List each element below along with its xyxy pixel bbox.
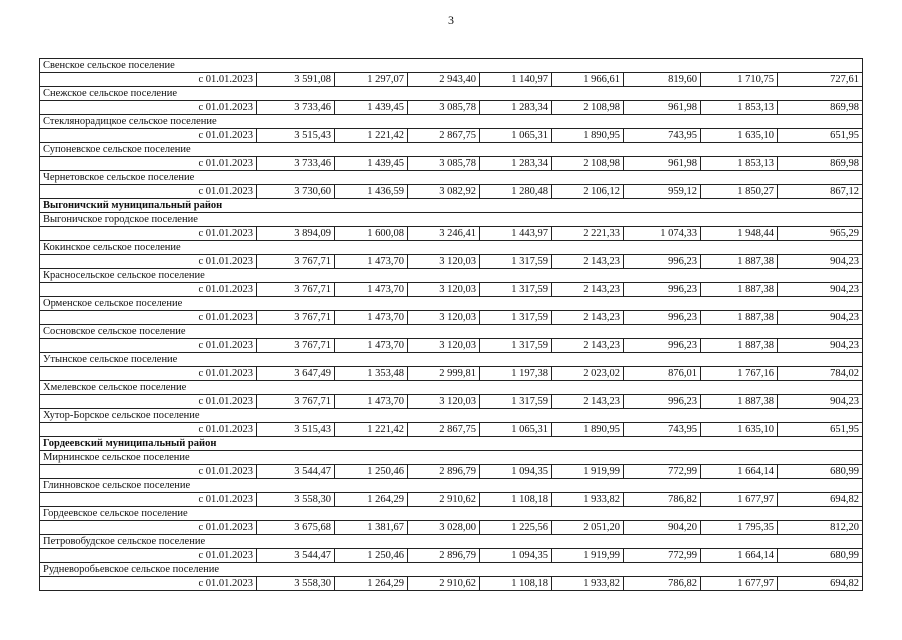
value-cell: 3 558,30 — [257, 577, 335, 591]
value-cell: 2 867,75 — [408, 129, 480, 143]
value-cell: 1 250,46 — [335, 549, 408, 563]
value-cell: 1 600,08 — [335, 227, 408, 241]
value-cell: 1 094,35 — [480, 465, 552, 479]
value-cell: 3 246,41 — [408, 227, 480, 241]
value-cell: 876,01 — [624, 367, 701, 381]
value-cell: 1 439,45 — [335, 101, 408, 115]
value-cell: 1 887,38 — [701, 283, 778, 297]
value-cell: 3 120,03 — [408, 255, 480, 269]
value-cell: 2 023,02 — [552, 367, 624, 381]
value-cell: 3 544,47 — [257, 549, 335, 563]
date-cell: с 01.01.2023 — [40, 549, 257, 563]
value-cell: 1 473,70 — [335, 255, 408, 269]
value-cell: 3 120,03 — [408, 339, 480, 353]
value-cell: 1 280,48 — [480, 185, 552, 199]
district-header-row — [40, 199, 863, 213]
value-cell: 3 515,43 — [257, 129, 335, 143]
date-cell: с 01.01.2023 — [40, 311, 257, 325]
settlement-name: Орменское сельское поселение — [40, 297, 863, 311]
value-cell: 1 890,95 — [552, 423, 624, 437]
settlement-name: Красносельское сельское поселение — [40, 269, 863, 283]
value-cell: 1 283,34 — [480, 101, 552, 115]
value-cell: 3 544,47 — [257, 465, 335, 479]
value-cell: 996,23 — [624, 311, 701, 325]
value-cell: 904,23 — [778, 339, 863, 353]
value-cell: 1 966,61 — [552, 73, 624, 87]
value-cell: 3 082,92 — [408, 185, 480, 199]
table-row — [40, 521, 863, 535]
value-cell: 1 710,75 — [701, 73, 778, 87]
value-cell: 904,23 — [778, 395, 863, 409]
value-cell: 1 140,97 — [480, 73, 552, 87]
settlement-row — [40, 59, 863, 73]
date-cell: с 01.01.2023 — [40, 101, 257, 115]
value-cell: 1 933,82 — [552, 493, 624, 507]
value-cell: 904,23 — [778, 255, 863, 269]
table-row — [40, 129, 863, 143]
value-cell: 3 515,43 — [257, 423, 335, 437]
date-cell: с 01.01.2023 — [40, 283, 257, 297]
table-row — [40, 339, 863, 353]
value-cell: 996,23 — [624, 395, 701, 409]
date-cell: с 01.01.2023 — [40, 129, 257, 143]
table-row — [40, 185, 863, 199]
value-cell: 3 894,09 — [257, 227, 335, 241]
value-cell: 2 143,23 — [552, 339, 624, 353]
settlement-name: Хмелевское сельское поселение — [40, 381, 863, 395]
value-cell: 1 094,35 — [480, 549, 552, 563]
value-cell: 2 221,33 — [552, 227, 624, 241]
settlement-row — [40, 115, 863, 129]
settlement-name: Стеклянорадицкое сельское поселение — [40, 115, 863, 129]
tariff-table — [39, 58, 863, 591]
table-row — [40, 395, 863, 409]
value-cell: 3 767,71 — [257, 395, 335, 409]
value-cell: 3 120,03 — [408, 311, 480, 325]
value-cell: 1 677,97 — [701, 577, 778, 591]
value-cell: 1 317,59 — [480, 395, 552, 409]
date-cell: с 01.01.2023 — [40, 73, 257, 87]
table-row — [40, 255, 863, 269]
value-cell: 1 473,70 — [335, 339, 408, 353]
settlement-row — [40, 171, 863, 185]
value-cell: 2 867,75 — [408, 423, 480, 437]
value-cell: 959,12 — [624, 185, 701, 199]
value-cell: 2 896,79 — [408, 465, 480, 479]
value-cell: 3 085,78 — [408, 157, 480, 171]
date-cell: с 01.01.2023 — [40, 521, 257, 535]
settlement-name: Гордеевское сельское поселение — [40, 507, 863, 521]
district-name: Выгоничский муниципальный район — [40, 199, 863, 213]
value-cell: 904,23 — [778, 283, 863, 297]
value-cell: 1 065,31 — [480, 423, 552, 437]
value-cell: 1 677,97 — [701, 493, 778, 507]
table-row — [40, 227, 863, 241]
value-cell: 2 143,23 — [552, 255, 624, 269]
value-cell: 1 767,16 — [701, 367, 778, 381]
table-body — [40, 59, 863, 591]
value-cell: 1 250,46 — [335, 465, 408, 479]
value-cell: 1 317,59 — [480, 339, 552, 353]
date-cell: с 01.01.2023 — [40, 185, 257, 199]
settlement-row — [40, 297, 863, 311]
value-cell: 1 635,10 — [701, 423, 778, 437]
value-cell: 772,99 — [624, 549, 701, 563]
settlement-name: Рудневоробьевское сельское поселение — [40, 563, 863, 577]
settlement-row — [40, 241, 863, 255]
value-cell: 3 120,03 — [408, 283, 480, 297]
settlement-row — [40, 325, 863, 339]
settlement-name: Мирнинское сельское поселение — [40, 451, 863, 465]
value-cell: 1 887,38 — [701, 311, 778, 325]
value-cell: 786,82 — [624, 493, 701, 507]
value-cell: 2 143,23 — [552, 283, 624, 297]
value-cell: 1 439,45 — [335, 157, 408, 171]
value-cell: 1 221,42 — [335, 129, 408, 143]
value-cell: 2 143,23 — [552, 395, 624, 409]
value-cell: 996,23 — [624, 255, 701, 269]
value-cell: 3 647,49 — [257, 367, 335, 381]
date-cell: с 01.01.2023 — [40, 157, 257, 171]
date-cell: с 01.01.2023 — [40, 465, 257, 479]
value-cell: 772,99 — [624, 465, 701, 479]
value-cell: 1 283,34 — [480, 157, 552, 171]
value-cell: 3 085,78 — [408, 101, 480, 115]
table-row — [40, 423, 863, 437]
value-cell: 3 730,60 — [257, 185, 335, 199]
table-row — [40, 311, 863, 325]
value-cell: 2 106,12 — [552, 185, 624, 199]
table-row — [40, 283, 863, 297]
value-cell: 3 767,71 — [257, 339, 335, 353]
value-cell: 1 635,10 — [701, 129, 778, 143]
settlement-name: Петровобудское сельское поселение — [40, 535, 863, 549]
value-cell: 2 108,98 — [552, 157, 624, 171]
settlement-row — [40, 353, 863, 367]
value-cell: 651,95 — [778, 129, 863, 143]
value-cell: 904,23 — [778, 311, 863, 325]
value-cell: 904,20 — [624, 521, 701, 535]
settlement-name: Выгоничское городское поселение — [40, 213, 863, 227]
value-cell: 961,98 — [624, 157, 701, 171]
settlement-name: Чернетовское сельское поселение — [40, 171, 863, 185]
value-cell: 1 317,59 — [480, 283, 552, 297]
table-row — [40, 73, 863, 87]
value-cell: 743,95 — [624, 129, 701, 143]
settlement-row — [40, 213, 863, 227]
value-cell: 1 473,70 — [335, 311, 408, 325]
value-cell: 1 850,27 — [701, 185, 778, 199]
settlement-name: Хутор-Борское сельское поселение — [40, 409, 863, 423]
value-cell: 1 853,13 — [701, 157, 778, 171]
value-cell: 727,61 — [778, 73, 863, 87]
settlement-name: Кокинское сельское поселение — [40, 241, 863, 255]
settlement-row — [40, 381, 863, 395]
table-row — [40, 577, 863, 591]
value-cell: 3 767,71 — [257, 283, 335, 297]
value-cell: 1 664,14 — [701, 465, 778, 479]
date-cell: с 01.01.2023 — [40, 577, 257, 591]
settlement-name: Глинновское сельское поселение — [40, 479, 863, 493]
date-cell: с 01.01.2023 — [40, 423, 257, 437]
value-cell: 961,98 — [624, 101, 701, 115]
value-cell: 3 767,71 — [257, 311, 335, 325]
value-cell: 1 795,35 — [701, 521, 778, 535]
value-cell: 1 933,82 — [552, 577, 624, 591]
value-cell: 1 473,70 — [335, 395, 408, 409]
value-cell: 1 297,07 — [335, 73, 408, 87]
value-cell: 3 558,30 — [257, 493, 335, 507]
value-cell: 1 065,31 — [480, 129, 552, 143]
value-cell: 651,95 — [778, 423, 863, 437]
value-cell: 996,23 — [624, 283, 701, 297]
value-cell: 1 919,99 — [552, 465, 624, 479]
settlement-name: Супоневское сельское поселение — [40, 143, 863, 157]
value-cell: 1 074,33 — [624, 227, 701, 241]
value-cell: 1 443,97 — [480, 227, 552, 241]
value-cell: 680,99 — [778, 465, 863, 479]
value-cell: 694,82 — [778, 577, 863, 591]
value-cell: 3 733,46 — [257, 101, 335, 115]
value-cell: 1 853,13 — [701, 101, 778, 115]
date-cell: с 01.01.2023 — [40, 493, 257, 507]
value-cell: 743,95 — [624, 423, 701, 437]
value-cell: 869,98 — [778, 157, 863, 171]
value-cell: 1 317,59 — [480, 255, 552, 269]
value-cell: 3 733,46 — [257, 157, 335, 171]
date-cell: с 01.01.2023 — [40, 255, 257, 269]
value-cell: 1 317,59 — [480, 311, 552, 325]
value-cell: 812,20 — [778, 521, 863, 535]
value-cell: 2 910,62 — [408, 577, 480, 591]
value-cell: 3 591,08 — [257, 73, 335, 87]
table-row — [40, 367, 863, 381]
table-row — [40, 157, 863, 171]
value-cell: 3 028,00 — [408, 521, 480, 535]
value-cell: 867,12 — [778, 185, 863, 199]
settlement-row — [40, 535, 863, 549]
value-cell: 1 264,29 — [335, 493, 408, 507]
settlement-name: Свенское сельское поселение — [40, 59, 863, 73]
value-cell: 1 473,70 — [335, 283, 408, 297]
value-cell: 2 896,79 — [408, 549, 480, 563]
value-cell: 1 353,48 — [335, 367, 408, 381]
date-cell: с 01.01.2023 — [40, 367, 257, 381]
value-cell: 3 767,71 — [257, 255, 335, 269]
table-row — [40, 549, 863, 563]
date-cell: с 01.01.2023 — [40, 339, 257, 353]
value-cell: 2 143,23 — [552, 311, 624, 325]
district-name: Гордеевский муниципальный район — [40, 437, 863, 451]
value-cell: 1 381,67 — [335, 521, 408, 535]
value-cell: 2 999,81 — [408, 367, 480, 381]
settlement-row — [40, 269, 863, 283]
settlement-row — [40, 87, 863, 101]
value-cell: 1 108,18 — [480, 577, 552, 591]
settlement-row — [40, 479, 863, 493]
table-row — [40, 465, 863, 479]
date-cell: с 01.01.2023 — [40, 227, 257, 241]
value-cell: 2 051,20 — [552, 521, 624, 535]
value-cell: 1 664,14 — [701, 549, 778, 563]
settlement-row — [40, 563, 863, 577]
value-cell: 1 221,42 — [335, 423, 408, 437]
value-cell: 1 919,99 — [552, 549, 624, 563]
page-number: 3 — [448, 13, 454, 27]
value-cell: 694,82 — [778, 493, 863, 507]
value-cell: 680,99 — [778, 549, 863, 563]
settlement-row — [40, 409, 863, 423]
value-cell: 819,60 — [624, 73, 701, 87]
settlement-name: Сосновское сельское поселение — [40, 325, 863, 339]
value-cell: 1 225,56 — [480, 521, 552, 535]
value-cell: 1 436,59 — [335, 185, 408, 199]
value-cell: 2 910,62 — [408, 493, 480, 507]
table-row — [40, 493, 863, 507]
settlement-row — [40, 451, 863, 465]
settlement-name: Утынское сельское поселение — [40, 353, 863, 367]
value-cell: 3 120,03 — [408, 395, 480, 409]
value-cell: 784,02 — [778, 367, 863, 381]
value-cell: 1 890,95 — [552, 129, 624, 143]
value-cell: 2 943,40 — [408, 73, 480, 87]
value-cell: 1 108,18 — [480, 493, 552, 507]
value-cell: 786,82 — [624, 577, 701, 591]
settlement-name: Снежское сельское поселение — [40, 87, 863, 101]
table-row — [40, 101, 863, 115]
value-cell: 1 197,38 — [480, 367, 552, 381]
value-cell: 1 887,38 — [701, 339, 778, 353]
value-cell: 869,98 — [778, 101, 863, 115]
value-cell: 1 887,38 — [701, 255, 778, 269]
settlement-row — [40, 143, 863, 157]
district-header-row — [40, 437, 863, 451]
value-cell: 3 675,68 — [257, 521, 335, 535]
value-cell: 1 264,29 — [335, 577, 408, 591]
value-cell: 2 108,98 — [552, 101, 624, 115]
value-cell: 1 887,38 — [701, 395, 778, 409]
value-cell: 1 948,44 — [701, 227, 778, 241]
value-cell: 965,29 — [778, 227, 863, 241]
settlement-row — [40, 507, 863, 521]
value-cell: 996,23 — [624, 339, 701, 353]
date-cell: с 01.01.2023 — [40, 395, 257, 409]
